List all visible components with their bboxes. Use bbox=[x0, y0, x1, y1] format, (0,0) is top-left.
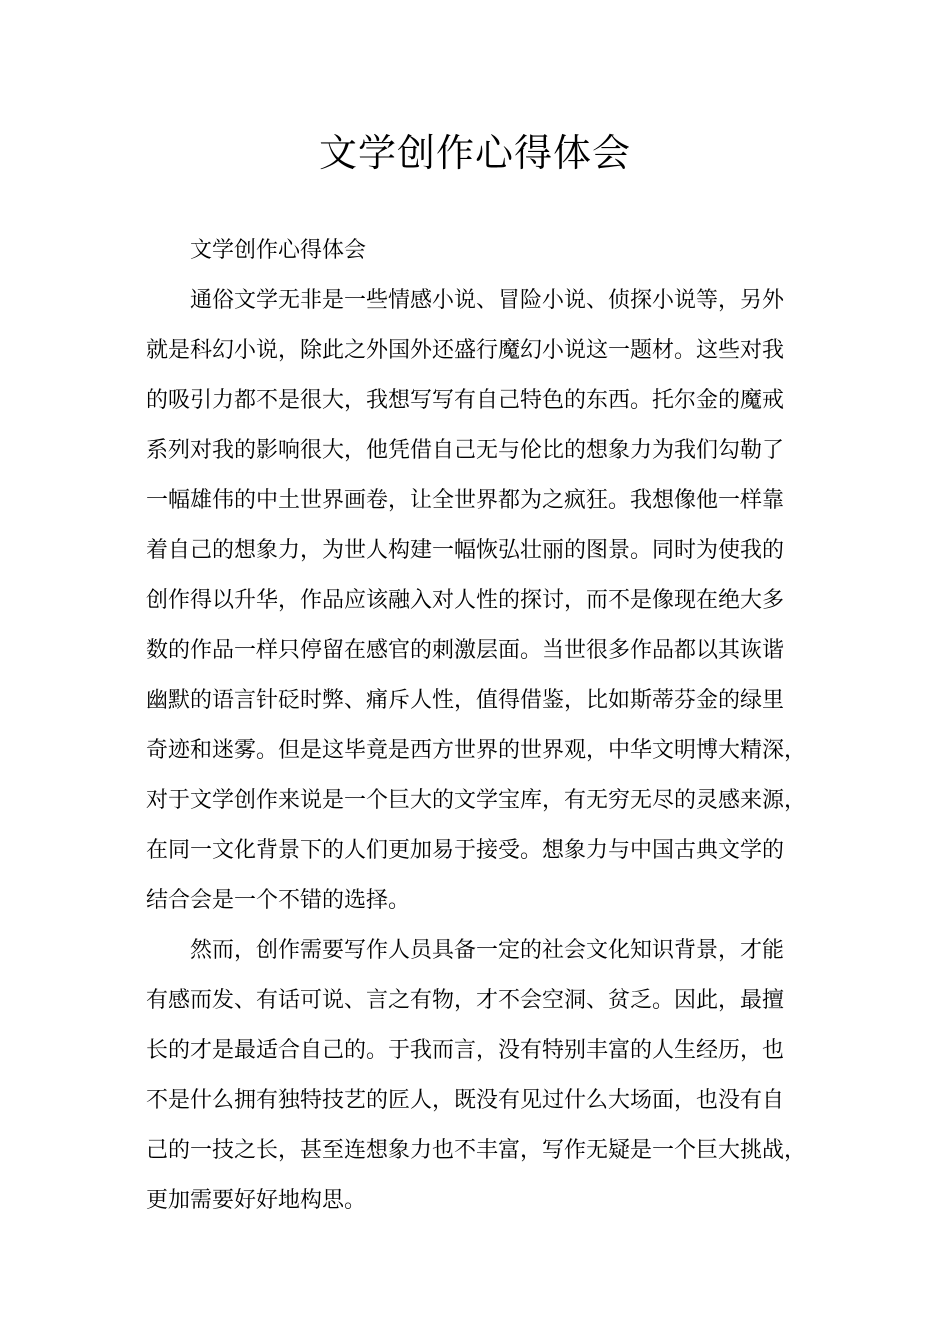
paragraph-line: 己的一技之长，甚至连想象力也不丰富，写作无疑是一个巨大挑战， bbox=[146, 1138, 807, 1163]
paragraph-line: 幽默的语言针砭时弊、痛斥人性，值得借鉴，比如斯蒂芬金的绿里 bbox=[146, 688, 785, 713]
paragraph-line: 不是什么拥有独特技艺的匠人，既没有见过什么大场面，也没有自 bbox=[146, 1088, 785, 1113]
paragraph-heading bbox=[146, 226, 828, 276]
paragraph-line: 有感而发、有话可说、言之有物，才不会空洞、贫乏。因此，最擅 bbox=[146, 988, 785, 1013]
paragraph-line: 文学创作心得体会 bbox=[190, 238, 367, 263]
paragraph-line: 就是科幻小说，除此之外国外还盛行魔幻小说这一题材。这些对我 bbox=[146, 338, 785, 363]
paragraph-1 bbox=[146, 276, 828, 926]
paragraph-line: 一幅雄伟的中土世界画卷，让全世界都为之疯狂。我想像他一样靠 bbox=[146, 488, 785, 513]
document-title: 文学创作心得体会 bbox=[318, 131, 631, 175]
paragraph-line: 对于文学创作来说是一个巨大的文学宝库，有无穷无尽的灵感来源， bbox=[146, 788, 807, 813]
paragraph-line: 的吸引力都不是很大，我想写写有自己特色的东西。托尔金的魔戒 bbox=[146, 388, 785, 413]
paragraph-line: 在同一文化背景下的人们更加易于接受。想象力与中国古典文学的 bbox=[146, 838, 785, 863]
paragraph-line: 奇迹和迷雾。但是这毕竟是西方世界的世界观，中华文明博大精深， bbox=[146, 738, 807, 763]
paragraph-line: 数的作品一样只停留在感官的刺激层面。当世很多作品都以其诙谐 bbox=[146, 638, 785, 663]
paragraph-line: 创作得以升华，作品应该融入对人性的探讨，而不是像现在绝大多 bbox=[146, 588, 785, 613]
paragraph-line: 结合会是一个不错的选择。 bbox=[146, 888, 411, 913]
paragraph-line: 着自己的想象力，为世人构建一幅恢弘壮丽的图景。同时为使我的 bbox=[146, 538, 785, 563]
paragraph-line: 系列对我的影响很大，他凭借自己无与伦比的想象力为我们勾勒了 bbox=[146, 438, 785, 463]
paragraph-line: 长的才是最适合自己的。于我而言，没有特别丰富的人生经历，也 bbox=[146, 1038, 785, 1063]
document-body bbox=[146, 226, 828, 1226]
paragraph-2 bbox=[146, 926, 828, 1226]
paragraph-line: 更加需要好好地构思。 bbox=[146, 1188, 367, 1213]
paragraph-line: 通俗文学无非是一些情感小说、冒险小说、侦探小说等，另外 bbox=[190, 288, 785, 313]
paragraph-line: 然而，创作需要写作人员具备一定的社会文化知识背景，才能 bbox=[190, 938, 785, 963]
